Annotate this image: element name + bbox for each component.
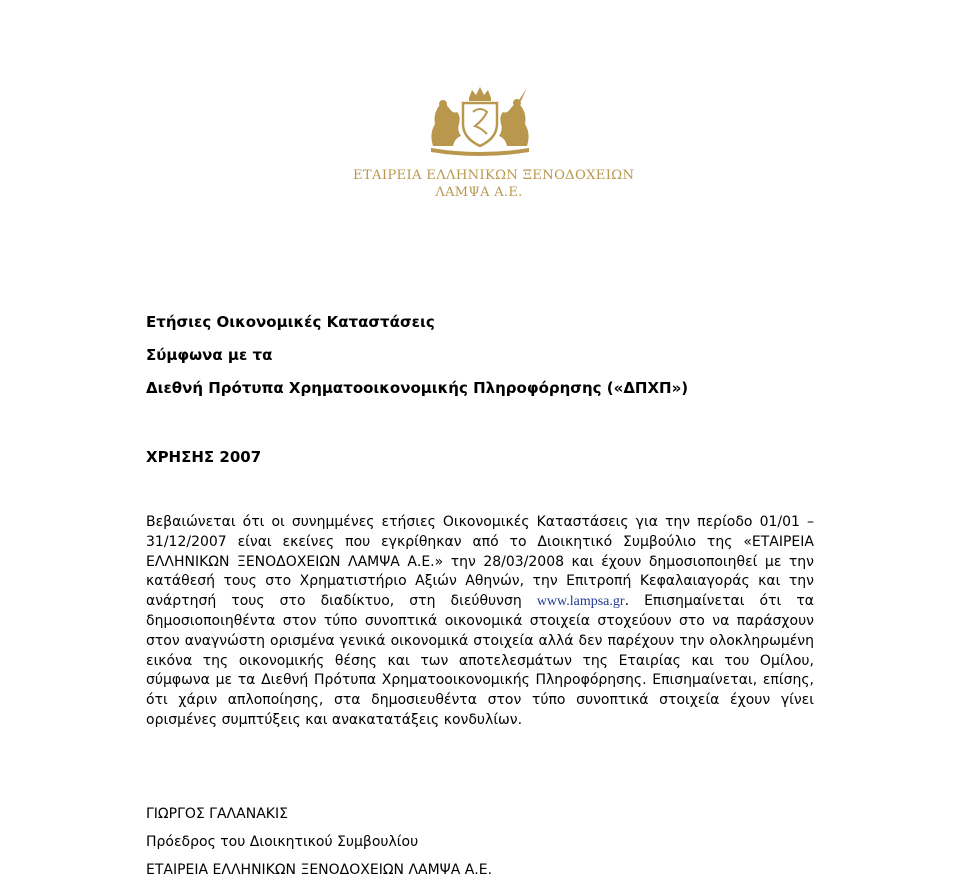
logo-company-name: ΕΤΑΙΡΕΙΑ ΕΛΛΗΝΙΚΩΝ ΞΕΝΟΔΟΧΕΙΩΝ xyxy=(353,168,635,183)
logo-company-suffix: ΛΑΜΨΑ Α.Ε. xyxy=(435,185,523,200)
fiscal-year: ΧΡΗΣΗΣ 2007 xyxy=(146,448,262,466)
document-subtitle: Σύμφωνα με τα xyxy=(146,346,273,364)
certification-paragraph xyxy=(146,513,814,731)
document-title: Ετήσιες Οικονομικές Καταστάσεις xyxy=(146,313,435,331)
coat-of-arms-icon xyxy=(425,84,535,156)
signatory-position: Πρόεδρος του Διοικητικού Συμβουλίου xyxy=(146,834,419,850)
document-standard: Διεθνή Πρότυπα Χρηματοοικονομικής Πληροφόρησης («ΔΠΧΠ») xyxy=(146,379,689,397)
website-link[interactable]: www.lampsa.gr xyxy=(536,594,625,610)
paragraph-text-start: Βεβαιώνεται ότι οι συνημμένες ετήσιες Οικονομικές Καταστάσεις για την περίοδο 01/01 – 31/12/2007 είναι εκείνες που εγκρίθηκαν από το Διοικητικό Συμβούλιο της «ΕΤΑΙΡΕΙΑ ΕΛΛΗΝΙΚΩΝ ΞΕΝΟΔΟΧΕΙΩΝ ΛΑΜΨΑ Α.Ε.» την 28/03/2008 και έχουν δημοσιοποιηθεί με την κατάθεσή τους στο Χρηματιστήριο Αξιών Αθηνών, την Επιτροπή Κεφαλαιαγοράς και την ανάρτησή τους στο διαδίκτυο, στη διεύθυνση xyxy=(146,514,814,610)
signatory-company: ΕΤΑΙΡΕΙΑ ΕΛΛΗΝΙΚΩΝ ΞΕΝΟΔΟΧΕΙΩΝ ΛΑΜΨΑ Α.Ε. xyxy=(146,862,493,878)
signatory-name: ΓΙΩΡΓΟΣ ΓΑΛΑΝΑΚΙΣ xyxy=(146,806,288,822)
company-logo xyxy=(353,84,635,204)
paragraph-text-end: . Επισημαίνεται ότι τα δημοσιοποιηθέντα στον τύπο συνοπτικά οικονομικά στοιχεία στοχεύουν στο να παράσχουν στον αναγνώστη ορισμένα γενικά οικονομικά στοιχεία αλλά δεν παρέχουν την ολοκληρωμένη εικόνα της οικονομικής θέσης και των αποτελεσμάτων της Εταιρίας και του Ομίλου, σύμφωνα με τα Διεθνή Πρότυπα Χρηματοοικονομικής Πληροφόρησης. Επισημαίνεται, επίσης, ότι χάριν απλοποίησης, στα δημοσιευθέντα στον τύπο συνοπτικά στοιχεία έχουν γίνει ορισμένες συμπτύξεις και ανακατατάξεις κονδυλίων. xyxy=(146,593,815,728)
